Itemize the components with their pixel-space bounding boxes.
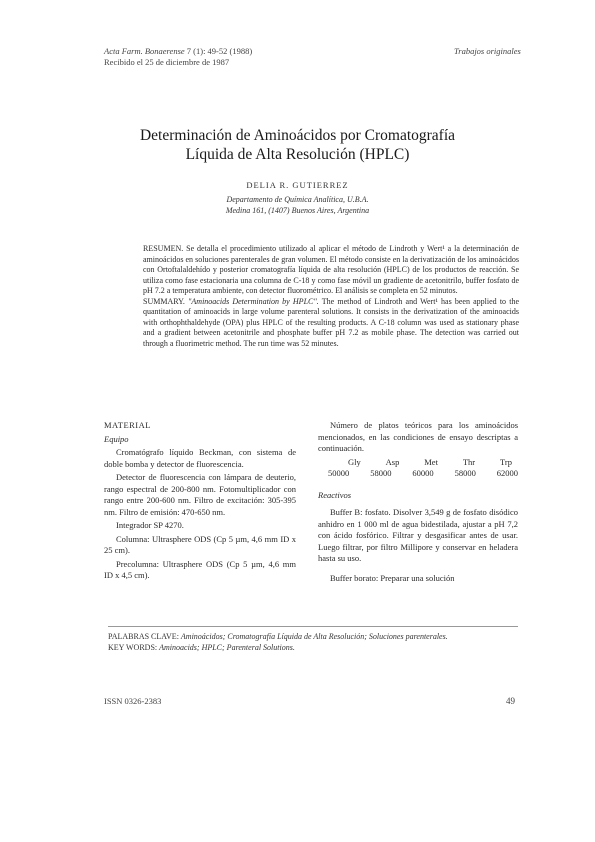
journal-volume: 7 (1): 49-52 (1988): [186, 46, 253, 56]
key-words: [108, 643, 518, 654]
plates-table-header: [318, 457, 518, 469]
palabras-clave: [108, 632, 518, 643]
right-paragraph-3: Buffer borato: Preparar una solución: [330, 572, 455, 583]
section-heading-material: MATERIAL: [104, 420, 151, 430]
left-paragraph-1: Cromatógrafo líquido Beckman, con sistema de doble bomba y detector de fluorescencia.: [104, 447, 296, 469]
table-value-cell: 50000: [328, 468, 350, 478]
journal-name: Acta Farm. Bonaerense: [104, 46, 185, 56]
abstract: [143, 244, 519, 349]
summary-title: "Aminoacids Determination by HPLC".: [188, 296, 319, 306]
table-header-cell: Gly: [348, 456, 361, 467]
journal-header: [104, 46, 252, 56]
summary-label: SUMMARY.: [143, 296, 185, 306]
key-words-label: KEY WORDS:: [108, 642, 158, 652]
page-number: 49: [506, 696, 515, 706]
key-words-text: Aminoacids; HPLC; Parenteral Solutions.: [159, 642, 295, 652]
affiliation-line-2: Medina 161, (1407) Buenos Aires, Argentina: [225, 206, 370, 215]
table-value-cell: 62000: [496, 468, 518, 478]
keywords-divider: [108, 626, 518, 627]
section-label: Trabajos originales: [454, 46, 521, 56]
table-header-cell: Asp: [385, 456, 400, 467]
right-paragraph-2: Buffer B: fosfato. Disolver 3,549 g de fosfato disódico anhidro en 1 000 ml de agua bidestilada, ajustar a pH 7,2 con ácido fosfórico. Filtrar y desgasificar antes de usar. Luego filtrar, por filtro Millipore y conservar en heladera hasta su uso.: [318, 507, 518, 563]
left-paragraph-5: Precolumna: Ultrasphere ODS (Cp 5 µm, 4,6 mm ID x 4,5 cm).: [104, 558, 296, 580]
palabras-clave-label: PALABRAS CLAVE:: [108, 632, 179, 641]
resumen-label: RESUMEN.: [143, 244, 184, 253]
affiliation-line-1: Departamento de Química Analítica, U.B.A.: [226, 195, 369, 204]
affiliation: [0, 194, 595, 216]
page-title: [0, 126, 595, 164]
resumen-paragraph: [143, 244, 519, 297]
title-line-2: Líquida de Alta Resolución (HPLC): [185, 146, 410, 163]
left-paragraph-3: Integrador SP 4270.: [116, 520, 184, 530]
right-column: [318, 420, 518, 586]
keywords-block: [108, 632, 518, 653]
author-name: DELIA R. GUTIERREZ: [246, 180, 349, 190]
summary-text: The method of Lindroth and Wert¹ has been applied to the quantitation of aminoacids in large volume parenteral solutions. It consists in the derivatization of the aminoacids with orthophthaldehyde (OPA) plus HPLC of the resulting products. A C-18 column was used as stationary phase and a gradient between acetonitrile and phosphate buffer pH 7.2 as mobile phase. The detection was carried out through a fluorimetric method. The run time was 52 minutes.: [143, 296, 520, 348]
table-header-cell: Thr: [462, 456, 476, 467]
subheading-equipo: Equipo: [104, 433, 129, 444]
plates-table-values: [318, 468, 518, 480]
resumen-text: Se detalla el procedimiento utilizado al aplicar el método de Lindroth y Wert¹ a la determinación de aminoácidos en soluciones parenterales de gran volumen. El método consiste en la derivatización de los aminoácidos con Ortoftalaldehído y posterior cromatografía líquida de alta resolución (HPLC) de los productos de reacción. Se utiliza como fase estacionaria una columna de C-18 y como fase móvil un gradiente de acetonitrilo, buffer fosfato de pH 7.2 a temperatura ambiente, con detector fluorométrico. El análisis se completa en 52 minutos.: [143, 244, 519, 295]
issn: ISSN 0326-2383: [104, 696, 162, 706]
table-header-cell: Met: [424, 456, 438, 467]
title-line-1: Determinación de Aminoácidos por Cromatografía: [139, 127, 456, 144]
table-value-cell: 60000: [412, 468, 434, 478]
left-paragraph-2: Detector de fluorescencia con lámpara de deuterio, rango espectral de 200-800 nm. Fotomultiplicador con rango entre 200-600 nm. Filtro de excitación: 305-395 nm. Filtro de emisión: 470-650 nm.: [104, 472, 296, 517]
table-header-cell: Trp: [500, 456, 512, 467]
received-date: Recibido el 25 de diciembre de 1987: [104, 57, 230, 67]
summary-paragraph: [143, 297, 519, 350]
table-value-cell: 58000: [454, 468, 476, 478]
table-value-cell: 58000: [370, 468, 392, 478]
left-column: [104, 420, 296, 584]
right-paragraph-1: Número de platos teóricos para los aminoácidos mencionados, en las condiciones de ensayo descriptas a continuación.: [318, 420, 518, 453]
left-paragraph-4: Columna: Ultrasphere ODS (Cp 5 µm, 4,6 mm ID x 25 cm).: [104, 533, 296, 555]
subheading-reactivos: Reactivos: [318, 489, 352, 500]
palabras-clave-text: Aminoácidos; Cromatografía Líquida de Alta Resolución; Soluciones parenterales.: [180, 632, 448, 641]
